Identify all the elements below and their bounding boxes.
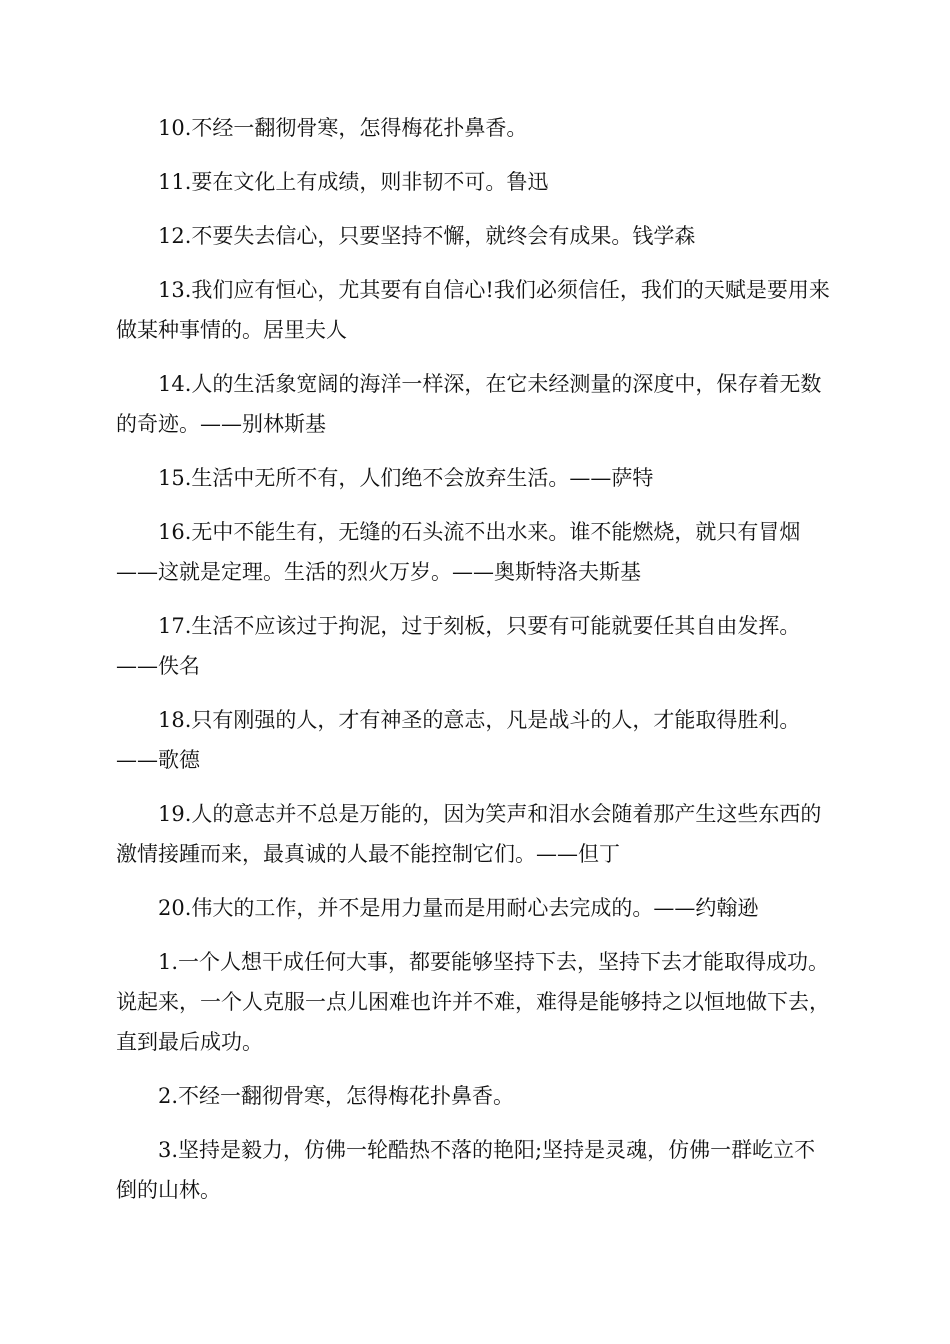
paragraph-19: 19.人的意志并不总是万能的，因为笑声和泪水会随着那产生这些东西的激情接踵而来，最真诚的人最不能控制它们。——但丁 bbox=[116, 802, 822, 866]
document-body bbox=[116, 108, 836, 1224]
paragraph-1: 1.一个人想干成任何大事，都要能够坚持下去，坚持下去才能取得成功。说起来，一个人克服一点儿困难也许并不难，难得是能够持之以恒地做下去，直到最后成功。 bbox=[116, 950, 830, 1054]
paragraph-16: 16.无中不能生有，无缝的石头流不出水来。谁不能燃烧，就只有冒烟——这就是定理。生活的烈火万岁。——奥斯特洛夫斯基 bbox=[116, 520, 801, 584]
paragraph-17: 17.生活不应该过于拘泥，过于刻板，只要有可能就要任其自由发挥。——佚名 bbox=[116, 614, 801, 678]
paragraph-15: 15.生活中无所不有，人们绝不会放弃生活。——萨特 bbox=[158, 466, 654, 490]
paragraph-14: 14.人的生活象宽阔的海洋一样深，在它未经测量的深度中，保存着无数的奇迹。——别林斯基 bbox=[116, 372, 822, 436]
paragraph-20: 20.伟大的工作，并不是用力量而是用耐心去完成的。——约翰逊 bbox=[158, 896, 759, 920]
paragraph-3: 3.坚持是毅力，仿佛一轮酷热不落的艳阳;坚持是灵魂，仿佛一群屹立不倒的山林。 bbox=[116, 1138, 816, 1202]
paragraph-13: 13.我们应有恒心，尤其要有自信心!我们必须信任，我们的天赋是要用来做某种事情的。居里夫人 bbox=[116, 278, 830, 342]
paragraph-10: 10.不经一翻彻骨寒，怎得梅花扑鼻香。 bbox=[158, 116, 528, 140]
paragraph-11: 11.要在文化上有成绩，则非韧不可。鲁迅 bbox=[158, 170, 549, 194]
paragraph-18: 18.只有刚强的人，才有神圣的意志，凡是战斗的人，才能取得胜利。——歌德 bbox=[116, 708, 801, 772]
paragraph-2: 2.不经一翻彻骨寒，怎得梅花扑鼻香。 bbox=[158, 1084, 515, 1108]
paragraph-12: 12.不要失去信心，只要坚持不懈，就终会有成果。钱学森 bbox=[158, 224, 696, 248]
